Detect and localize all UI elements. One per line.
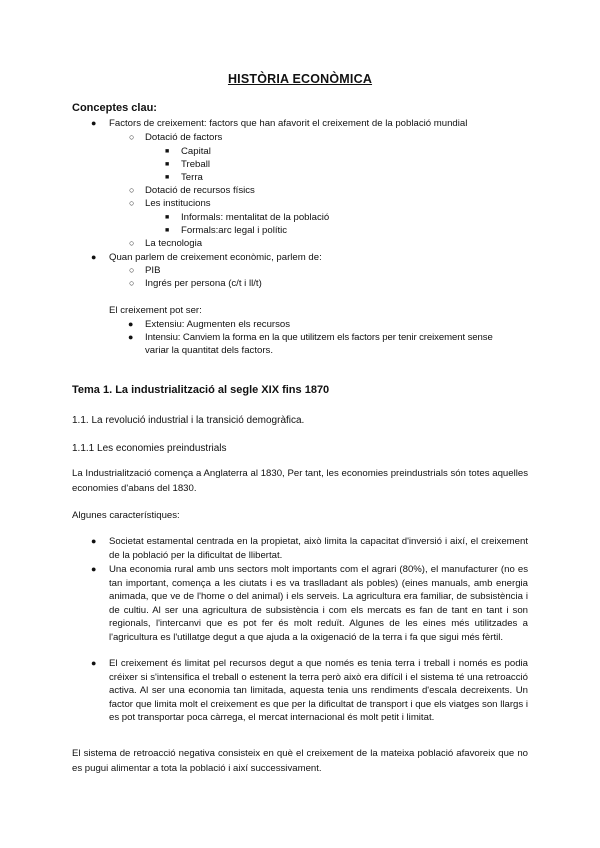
concept-tecnologia: La tecnologia [145, 238, 203, 249]
bullet-square-icon: ■ [165, 148, 170, 155]
algunes-label: Algunes característiques: [72, 510, 180, 521]
section-1-1-1-heading: 1.1.1 Les economies preindustrials [72, 443, 227, 454]
bullet-disc-icon: ● [91, 118, 97, 128]
characteristic-item: Societat estamental centrada en la propietat, això limita la capacitat d'inversió i així, el creixement de la població per la dificultat de llibertat. [109, 536, 528, 561]
characteristic-item: El creixement és limitat pel recursos degut a que només es tenia terra i treball i només es podia créixer si s'intensifica el treball o estenent la terra però això era difícil i el sistema té una retroacció activa. Al ser una economia tan limitada, aquesta tenia uns rendiments d'escala decreixents. Un factor que limita molt el creixement es que per la dificultat de transport i que els viatges son llargs i es pot transportar poca càrrega, el mercat internacional és molt petit i limitat. [109, 658, 528, 724]
concept-quan-parlem: Quan parlem de creixement econòmic, parlem de: [109, 252, 322, 263]
characteristic-item: Una economia rural amb uns sectors molt importants com el agrari (80%), el manufacturer (no es tan important, comença a les ciutats i es va traslladant als pobles) (eines manuals, amb energia animada, que ve de l'home o del animal) i els serveis. La agricultura era familiar, de subsistència i de cultiu. Al ser una agricultura de subsistència i com els mercats es fan de tant en tant i son regionals, l'intercanvi que es pot fer és molt reduït. Algunes de les eines més utilitzades a l'agricultura es l'utillatge degut a que ajuda a la oxigenació de la terra i fa que sigui més fèrtil. [109, 564, 528, 643]
closing-paragraph: El sistema de retroacció negativa consisteix en què el creixement de la mateixa població afavoreix que no es pugui alimentar a tota la població i així successivament. [72, 748, 528, 774]
concept-intensiu-line2: variar la quantitat dels factors. [145, 345, 273, 356]
bullet-square-icon: ■ [165, 214, 170, 221]
concept-ingres: Ingrés per persona (c/t i ll/t) [145, 278, 262, 289]
concept-factors: Factors de creixement: factors que han afavorit el creixement de la població mundial [109, 118, 468, 129]
bullet-disc-icon: ● [91, 564, 97, 574]
bullet-disc-icon: ● [128, 332, 134, 342]
concept-terra: Terra [181, 172, 203, 183]
concept-treball: Treball [181, 159, 210, 170]
tema-heading: Tema 1. La industrialització al segle XIX fins 1870 [72, 384, 330, 396]
concept-pot-ser: El creixement pot ser: [109, 305, 202, 316]
bullet-square-icon: ■ [165, 227, 170, 234]
concept-pib: PIB [145, 265, 161, 276]
concept-informals: Informals: mentalitat de la població [181, 212, 330, 223]
bullet-square-icon: ■ [165, 161, 170, 168]
bullet-disc-icon: ● [91, 536, 97, 546]
concept-intensiu-line1: Intensiu: Canviem la forma en la que utilitzem els factors per tenir creixement sense [145, 332, 493, 343]
bullet-circle-icon: ○ [129, 132, 135, 142]
section-1-1-heading: 1.1. La revolució industrial i la transició demogràfica. [72, 415, 305, 426]
bullet-disc-icon: ● [91, 658, 97, 668]
concepts-heading: Conceptes clau: [72, 102, 157, 114]
concept-extensiu: Extensiu: Augmenten els recursos [145, 319, 291, 330]
concept-recursos-fisics: Dotació de recursos físics [145, 185, 255, 196]
bullet-disc-icon: ● [128, 319, 134, 329]
concept-institucions: Les institucions [145, 198, 211, 209]
concept-formals: Formals:arc legal i polític [181, 225, 288, 236]
bullet-disc-icon: ● [91, 252, 97, 262]
concept-capital: Capital [181, 146, 211, 157]
bullet-circle-icon: ○ [129, 265, 135, 275]
bullet-circle-icon: ○ [129, 238, 135, 248]
page-title: HISTÒRIA ECONÒMICA [227, 72, 373, 86]
bullet-circle-icon: ○ [129, 198, 135, 208]
bullet-circle-icon: ○ [129, 185, 135, 195]
concept-dotacio-factors: Dotació de factors [145, 132, 223, 143]
intro-paragraph: La Industrialització comença a Anglaterra al 1830, Per tant, les economies preindustrials són totes aquelles economies d'abans del 1830. [72, 468, 528, 494]
bullet-square-icon: ■ [165, 174, 170, 181]
bullet-circle-icon: ○ [129, 278, 135, 288]
